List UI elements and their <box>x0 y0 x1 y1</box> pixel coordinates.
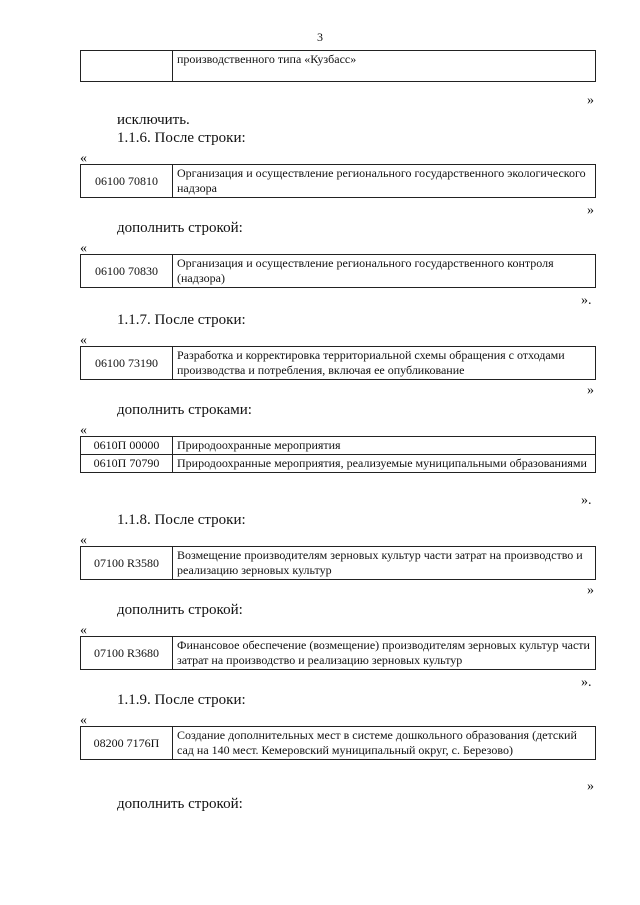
budget-table-6 <box>80 636 596 670</box>
section-heading-1-1-7: 1.1.7. После строки: <box>117 312 246 328</box>
closing-quote: ». <box>581 675 592 690</box>
section-heading-1-1-8: 1.1.8. После строки: <box>117 512 246 528</box>
closing-quote: » <box>587 203 594 218</box>
text-cell: Природоохранные мероприятия <box>173 437 596 455</box>
opening-quote: « <box>80 533 87 548</box>
paragraph-exclude: исключить. <box>117 112 190 128</box>
closing-quote: ». <box>581 493 592 508</box>
budget-table-0 <box>80 50 596 82</box>
closing-quote: » <box>587 93 594 108</box>
table-row <box>81 455 596 473</box>
code-cell <box>81 51 173 82</box>
table-row <box>81 437 596 455</box>
opening-quote: « <box>80 151 87 166</box>
table-row <box>81 51 596 82</box>
budget-table-4 <box>80 436 596 473</box>
table-row <box>81 165 596 198</box>
table-row <box>81 727 596 760</box>
opening-quote: « <box>80 623 87 638</box>
code-cell: 06100 73190 <box>81 347 173 380</box>
paragraph-add-rows: дополнить строками: <box>117 402 252 418</box>
budget-table-5 <box>80 546 596 580</box>
closing-quote: » <box>587 779 594 794</box>
text-cell: Разработка и корректировка территориальной схемы обращения с отходами производства и потребления, включая ее опубликование <box>173 347 596 380</box>
code-cell: 0610П 00000 <box>81 437 173 455</box>
code-cell: 07100 R3580 <box>81 547 173 580</box>
opening-quote: « <box>80 241 87 256</box>
closing-quote: ». <box>581 293 592 308</box>
code-cell: 08200 7176П <box>81 727 173 760</box>
closing-quote: » <box>587 583 594 598</box>
table-row <box>81 547 596 580</box>
text-cell: производственного типа «Кузбасс» <box>173 51 596 82</box>
code-cell: 07100 R3680 <box>81 637 173 670</box>
section-heading-1-1-6: 1.1.6. После строки: <box>117 130 246 146</box>
budget-table-2 <box>80 254 596 288</box>
table-row <box>81 255 596 288</box>
paragraph-add-row: дополнить строкой: <box>117 220 243 236</box>
budget-table-1 <box>80 164 596 198</box>
closing-quote: » <box>587 383 594 398</box>
opening-quote: « <box>80 333 87 348</box>
table-row <box>81 637 596 670</box>
opening-quote: « <box>80 713 87 728</box>
code-cell: 0610П 70790 <box>81 455 173 473</box>
text-cell: Организация и осуществление регионального государственного контроля (надзора) <box>173 255 596 288</box>
text-cell: Организация и осуществление регионального государственного экологического надзора <box>173 165 596 198</box>
opening-quote: « <box>80 423 87 438</box>
code-cell: 06100 70830 <box>81 255 173 288</box>
text-cell: Природоохранные мероприятия, реализуемые муниципальными образованиями <box>173 455 596 473</box>
table-row <box>81 347 596 380</box>
text-cell: Создание дополнительных мест в системе дошкольного образования (детский сад на 140 мест. Кемеровский муниципальный округ, с. Березово) <box>173 727 596 760</box>
paragraph-add-row: дополнить строкой: <box>117 602 243 618</box>
paragraph-add-row: дополнить строкой: <box>117 796 243 812</box>
text-cell: Возмещение производителям зерновых культур части затрат на производство и реализацию зерновых культур <box>173 547 596 580</box>
section-heading-1-1-9: 1.1.9. После строки: <box>117 692 246 708</box>
page-number: 3 <box>317 30 323 44</box>
text-cell: Финансовое обеспечение (возмещение) производителям зерновых культур части затрат на производство и реализацию зерновых культур <box>173 637 596 670</box>
code-cell: 06100 70810 <box>81 165 173 198</box>
budget-table-3 <box>80 346 596 380</box>
budget-table-7 <box>80 726 596 760</box>
